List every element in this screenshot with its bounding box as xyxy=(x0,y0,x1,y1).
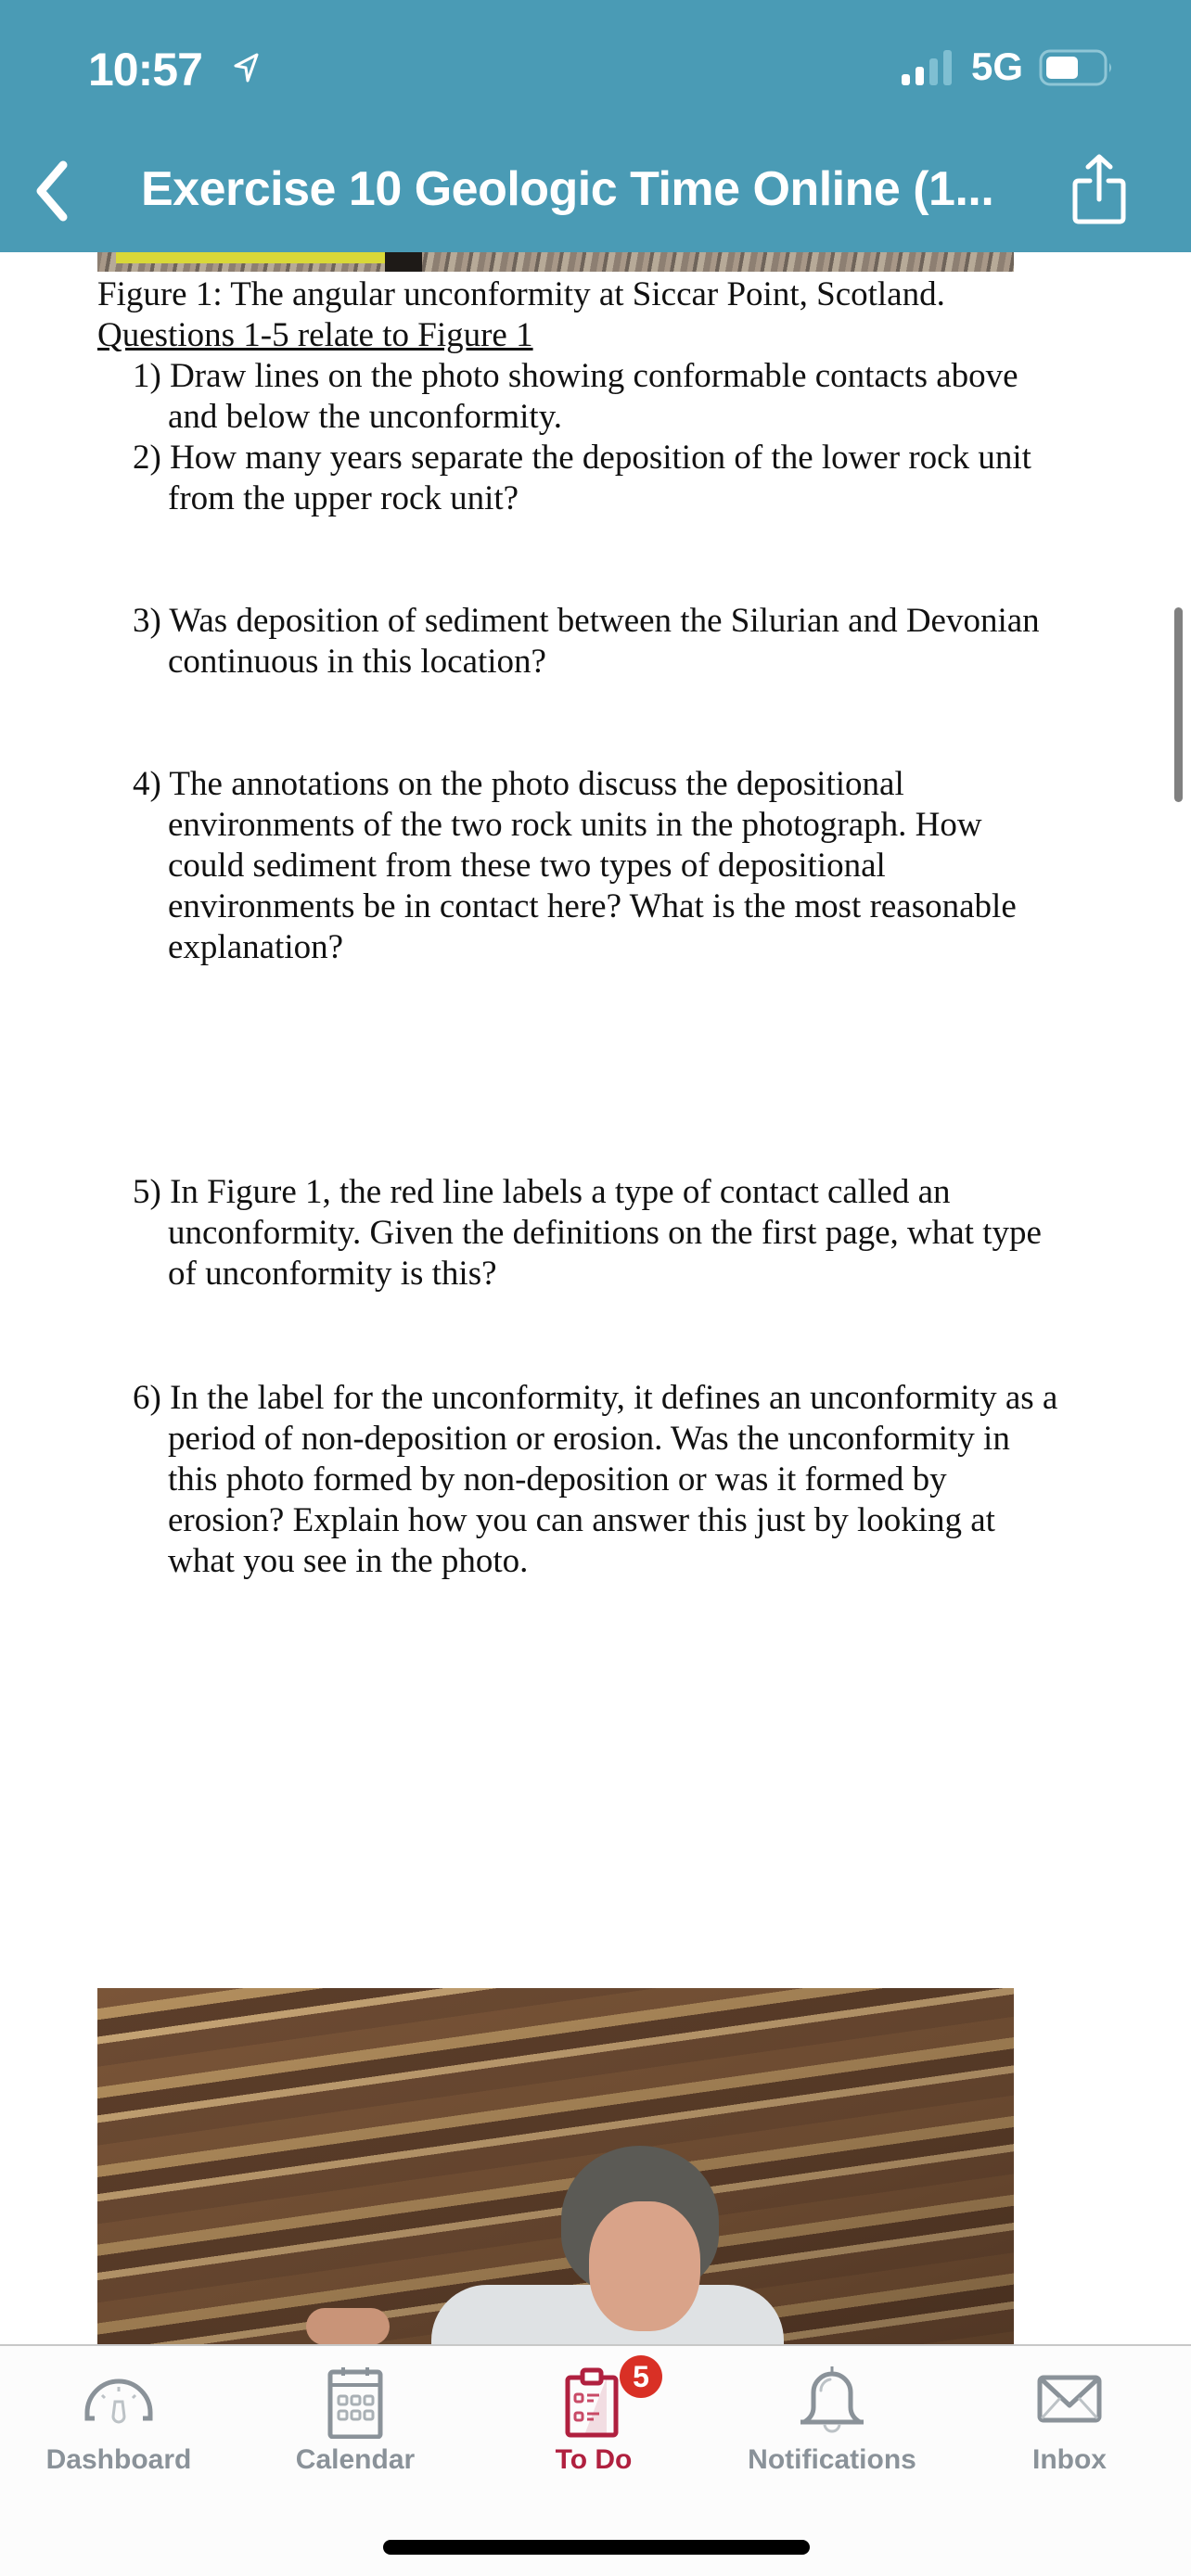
tab-notifications[interactable] xyxy=(730,2346,934,2504)
question-item xyxy=(133,1172,1060,1294)
cellular-signal-icon xyxy=(902,50,957,85)
tab-label: Dashboard xyxy=(45,2444,192,2475)
tab-label: To Do xyxy=(555,2444,633,2475)
question-text: How many years separate the deposition of the lower rock unit from the upper rock unit? xyxy=(168,439,1031,517)
rock-outcrop-photo xyxy=(97,1988,1014,2346)
question-number: 4) xyxy=(133,765,161,803)
tab-label: Notifications xyxy=(748,2444,916,2475)
bell-icon xyxy=(795,2365,869,2439)
question-item xyxy=(133,438,1060,519)
network-type: 5G xyxy=(971,45,1024,88)
question-number: 3) xyxy=(133,602,161,640)
envelope-icon xyxy=(1032,2365,1107,2439)
figure-caption: Figure 1: The angular unconformity at Siccar Point, Scotland. xyxy=(97,275,945,313)
document-title: Exercise 10 Geologic Time Online (1... xyxy=(141,162,994,216)
photo-person-hand xyxy=(306,2308,390,2345)
home-indicator[interactable] xyxy=(383,2540,810,2555)
questions-heading: Questions 1-5 relate to Figure 1 xyxy=(97,316,533,354)
photo-person-face xyxy=(589,2201,700,2331)
tab-calendar[interactable] xyxy=(253,2346,457,2504)
location-arrow-icon xyxy=(232,52,260,83)
question-number: 6) xyxy=(133,1379,161,1417)
dashboard-gauge-icon xyxy=(82,2365,156,2439)
tab-dashboard[interactable] xyxy=(17,2346,221,2504)
app-header xyxy=(0,0,1191,252)
tab-label: Calendar xyxy=(295,2444,416,2475)
calendar-icon xyxy=(318,2365,392,2439)
question-item xyxy=(133,601,1060,682)
tab-inbox[interactable] xyxy=(967,2346,1172,2504)
status-time: 10:57 xyxy=(88,44,202,96)
question-item xyxy=(133,356,1060,438)
question-item xyxy=(133,1378,1060,1582)
back-chevron-icon[interactable] xyxy=(28,158,80,224)
todo-count-badge: 5 xyxy=(620,2355,662,2398)
question-text: In the label for the unconformity, it defines an unconformity as a period of non-deposition or erosion. Was the unconformity in this photo formed by non-deposition or was it formed by erosion? Explain how you can answer this just by looking at what you see in the photo. xyxy=(168,1379,1058,1580)
question-number: 1) xyxy=(133,357,161,395)
question-item xyxy=(133,764,1060,968)
share-icon[interactable] xyxy=(1071,153,1127,225)
question-text: Was deposition of sediment between the Silurian and Devonian continuous in this location? xyxy=(168,602,1040,681)
vertical-scrollbar[interactable] xyxy=(1174,607,1183,802)
question-number: 2) xyxy=(133,439,161,477)
question-number: 5) xyxy=(133,1173,161,1211)
tab-to-do[interactable] xyxy=(492,2346,696,2504)
battery-icon xyxy=(1039,49,1113,86)
question-text: The annotations on the photo discuss the depositional environments of the two rock units in the photograph. How could sediment from these two types of depositional environments be in contact here? What is the most reasonable explanation? xyxy=(168,765,1017,966)
tab-label: Inbox xyxy=(1032,2444,1107,2475)
question-text: In Figure 1, the red line labels a type of contact called an unconformity. Given the definitions on the first page, what type of unconformity is this? xyxy=(168,1173,1042,1293)
question-text: Draw lines on the photo showing conformable contacts above and below the unconformity. xyxy=(168,357,1018,436)
